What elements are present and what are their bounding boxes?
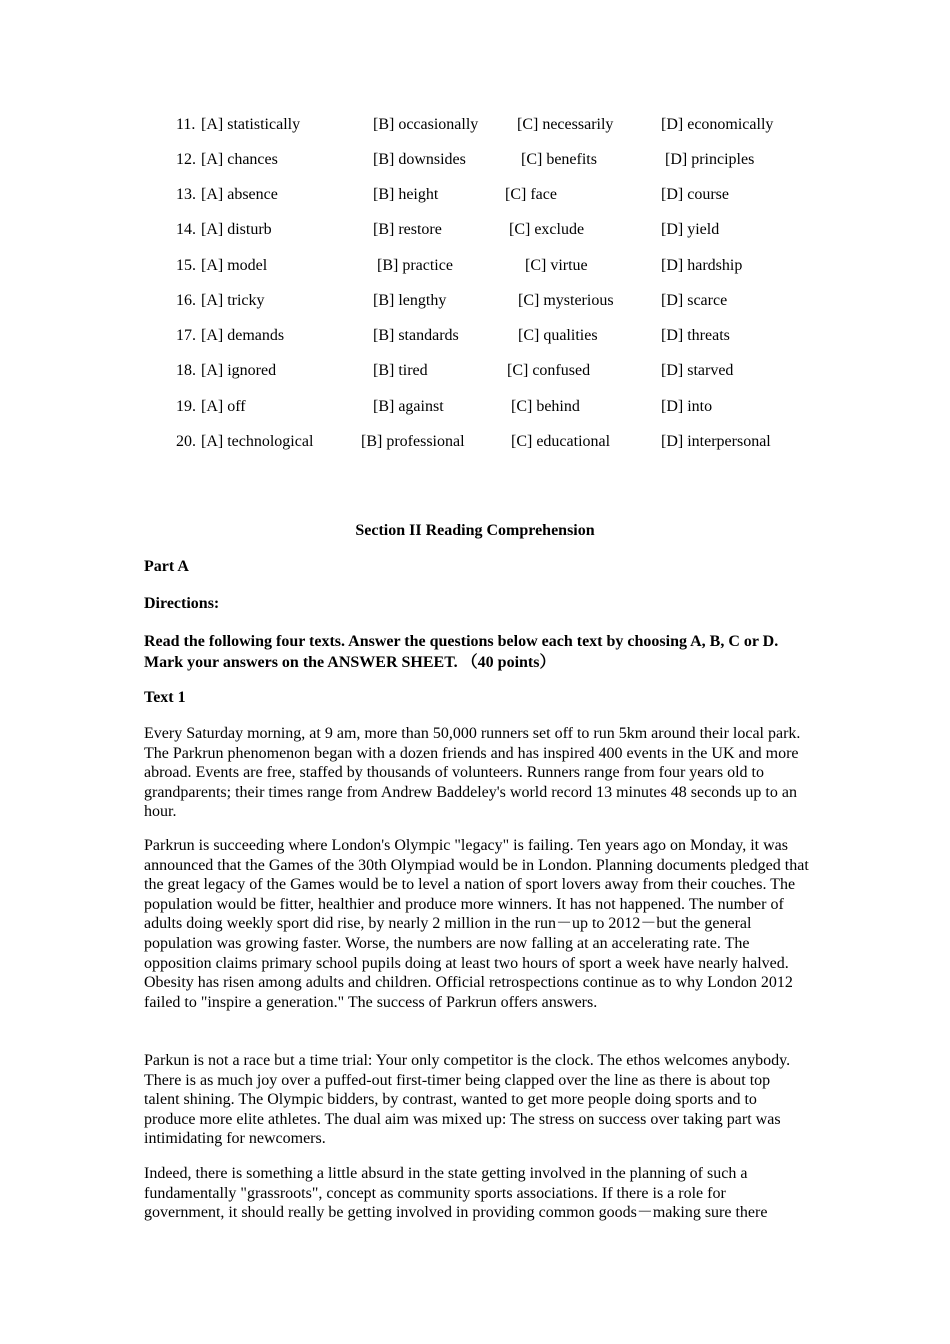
- option-b: [B] practice: [377, 257, 453, 274]
- option-row: [0, 219, 950, 241]
- question-number: 13.: [176, 186, 196, 203]
- option-a: [A] absence: [201, 186, 278, 203]
- option-a: [A] demands: [201, 327, 285, 344]
- option-c: [C] virtue: [525, 257, 588, 274]
- option-c: [C] qualities: [518, 327, 598, 344]
- option-c: [C] educational: [511, 433, 611, 450]
- question-number: 15.: [176, 257, 196, 274]
- option-c: [C] necessarily: [517, 116, 614, 133]
- option-a: [A] chances: [201, 151, 278, 168]
- option-b: [B] against: [373, 398, 444, 415]
- paragraph-4: Indeed, there is something a little absurd in the state getting involved in the planning of such a fundamentally "grassroots", concept as community sports associations. If there is a role for government, it should really be getting involved in providing common goods－making sure there: [144, 1165, 768, 1222]
- option-b: [B] downsides: [373, 151, 466, 168]
- option-b: [B] professional: [361, 433, 465, 450]
- option-a: [A] disturb: [201, 221, 272, 238]
- option-c: [C] behind: [511, 398, 580, 415]
- option-row: [0, 255, 950, 277]
- directions-label: Directions:: [144, 595, 220, 612]
- option-b: [B] occasionally: [373, 116, 479, 133]
- option-a: [A] model: [201, 257, 268, 274]
- option-b: [B] standards: [373, 327, 459, 344]
- option-row: [0, 360, 950, 382]
- option-d: [D] starved: [661, 362, 734, 379]
- directions-text: Read the following four texts. Answer the questions below each text by choosing A, B, C or D. Mark your answers on the ANSWER SHEET. （40 points）: [144, 633, 779, 671]
- text-heading: Text 1: [144, 689, 186, 706]
- option-d: [D] into: [661, 398, 713, 415]
- option-row: [0, 431, 950, 453]
- paragraph-3: Parkun is not a race but a time trial: Your only competitor is the clock. The ethos welcomes anybody. There is as much joy over a puffed-out first-timer being clapped over the line as there is about top talent shining. The Olympic bidders, by contrast, wanted to get more people doing sports and to produce more elite athletes. The dual aim was mixed up: The stress on success over taking part was intimidating for newcomers.: [144, 1052, 791, 1148]
- option-c: [C] confused: [507, 362, 591, 379]
- option-row: [0, 325, 950, 347]
- option-d: [D] economically: [661, 116, 774, 133]
- question-number: 14.: [176, 221, 196, 238]
- paragraph-2: Parkrun is succeeding where London's Olympic "legacy" is failing. Ten years ago on Monday, it was announced that the Games of the 30th Olympiad would be in London. Planning documents pledged that the great legacy of the Games would be to level a nation of sport lovers away from their couches. The population would be fitter, healthier and produce more winners. It has not happened. The number of adults doing weekly sport did rise, by nearly 2 million in the run－up to 2012－but the general population was growing faster. Worse, the numbers are now falling at an accelerating rate. The opposition claims primary school pupils doing at least two hours of sport a week have nearly halved. Obesity has risen among adults and children. Official retrospections continue as to why London 2012 failed to "inspire a generation." The success of Parkrun offers answers.: [144, 837, 809, 1011]
- option-a: [A] statistically: [201, 116, 301, 133]
- option-row: [0, 149, 950, 171]
- option-d: [D] principles: [665, 151, 755, 168]
- option-d: [D] yield: [661, 221, 720, 238]
- paragraph-1: Every Saturday morning, at 9 am, more than 50,000 runners set off to run 5km around their local park. The Parkrun phenomenon began with a dozen friends and has inspired 400 events in the UK and more abroad. Events are free, staffed by thousands of volunteers. Runners range from four years old to grandparents; their times range from Andrew Baddeley's world record 13 minutes 48 seconds up to an hour.: [144, 725, 801, 821]
- option-b: [B] restore: [373, 221, 442, 238]
- option-row: [0, 114, 950, 136]
- question-number: 18.: [176, 362, 196, 379]
- option-a: [A] ignored: [201, 362, 277, 379]
- option-b: [B] height: [373, 186, 439, 203]
- option-d: [D] threats: [661, 327, 730, 344]
- option-c: [C] benefits: [521, 151, 597, 168]
- option-d: [D] hardship: [661, 257, 743, 274]
- question-number: 11.: [176, 116, 196, 133]
- option-c: [C] face: [505, 186, 557, 203]
- question-number: 20.: [176, 433, 196, 450]
- option-row: [0, 290, 950, 312]
- option-a: [A] off: [201, 398, 246, 415]
- option-c: [C] exclude: [509, 221, 585, 238]
- option-row: [0, 396, 950, 418]
- question-number: 19.: [176, 398, 196, 415]
- option-c: [C] mysterious: [518, 292, 614, 309]
- option-row: [0, 184, 950, 206]
- option-a: [A] tricky: [201, 292, 265, 309]
- option-b: [B] tired: [373, 362, 428, 379]
- section-title: Section II Reading Comprehension: [355, 522, 595, 539]
- question-number: 12.: [176, 151, 196, 168]
- option-a: [A] technological: [201, 433, 314, 450]
- option-d: [D] course: [661, 186, 729, 203]
- question-number: 17.: [176, 327, 196, 344]
- option-b: [B] lengthy: [373, 292, 447, 309]
- part-heading: Part A: [144, 558, 189, 575]
- question-number: 16.: [176, 292, 196, 309]
- option-d: [D] scarce: [661, 292, 728, 309]
- option-d: [D] interpersonal: [661, 433, 771, 450]
